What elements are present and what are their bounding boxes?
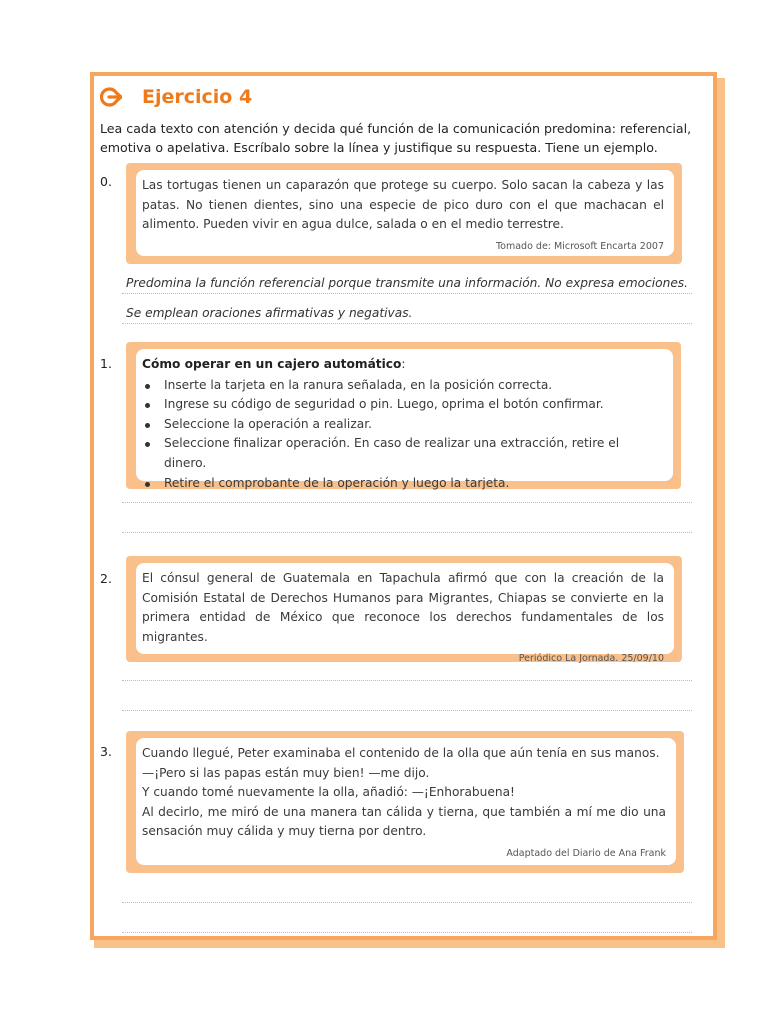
bullet-list-1 — [142, 376, 663, 494]
arrow-circle-icon — [100, 86, 122, 108]
source-2: Periódico La Jornada. 25/09/10 — [518, 653, 664, 665]
writing-line-3-2 — [122, 932, 692, 933]
writing-line-0-1 — [122, 293, 692, 294]
list-item: Seleccione la operación a realizar. — [142, 415, 663, 435]
heading-1-text: Cómo operar en un cajero automático — [142, 357, 402, 371]
text-3-line: Cuando llegué, Peter examinaba el contenido de la olla que aún tenía en sus manos. — [142, 746, 660, 760]
source-3: Adaptado del Diario de Ana Frank — [506, 847, 666, 859]
frame-shadow-right — [717, 78, 725, 948]
text-box-3 — [126, 731, 684, 873]
page-title: Ejercicio 4 — [142, 86, 253, 108]
heading-1-suffix: : — [401, 357, 406, 371]
list-item: Seleccione finalizar operación. En caso de realizar una extracción, retire el dinero. — [142, 434, 663, 473]
text-3-line: —¡Pero si las papas están muy bien! —me dijo. — [142, 765, 430, 780]
source-0: Tomado de: Microsoft Encarta 2007 — [495, 240, 664, 252]
text-box-3-content — [136, 738, 676, 865]
item-number-2: 2. — [100, 571, 112, 586]
text-2: El cónsul general de Guatemala en Tapachula afirmó que con la creación de la Comisión Estatal de Derechos Humanos para Migrantes, Chiapas se convierte en la primera entidad de México que reconoce los derechos fundamentales de los migrantes. — [142, 571, 664, 644]
text-box-0 — [126, 163, 682, 264]
writing-line-3-1 — [122, 902, 692, 903]
item-number-3: 3. — [100, 744, 112, 759]
text-3-line: Al decirlo, me miró de una manera tan cálida y tierna, que también a mí me dio una sensación muy cálida y muy tierna por dentro. — [142, 804, 666, 839]
item-number-0: 0. — [100, 174, 112, 189]
answer-line-0-2: Se emplean oraciones afirmativas y negativas. — [126, 306, 413, 320]
item-number-1: 1. — [100, 356, 112, 371]
writing-line-2-1 — [122, 680, 692, 681]
text-box-0-content — [136, 170, 674, 256]
writing-line-1-2 — [122, 532, 692, 533]
title-row — [100, 84, 252, 110]
text-box-1 — [126, 342, 681, 489]
frame-shadow-bottom — [94, 940, 717, 948]
list-item: Inserte la tarjeta en la ranura señalada, en la posición correcta. — [142, 376, 663, 396]
text-box-2 — [126, 556, 682, 665]
writing-line-2-2 — [122, 710, 692, 711]
answer-line-0-1: Predomina la función referencial porque transmite una información. No expresa emociones. — [126, 276, 689, 290]
text-0: Las tortugas tienen un caparazón que protege su cuerpo. Solo sacan la cabeza y las patas. No tienen dientes, sino una especie de pico duro con el que machacan el alimento. Pueden vivir en agua dulce, salada o en el medio terrestre. — [142, 178, 664, 232]
writing-line-1-1 — [122, 502, 692, 503]
text-box-2-content — [136, 563, 674, 665]
heading-1 — [142, 355, 663, 375]
text-3-line: Y cuando tomé nuevamente la olla, añadió: —¡Enhorabuena! — [142, 785, 515, 800]
list-item: Retire el comprobante de la operación y luego la tarjeta. — [142, 474, 663, 494]
list-item: Ingrese su código de seguridad o pin. Luego, oprima el botón confirmar. — [142, 395, 663, 415]
instructions: Lea cada texto con atención y decida qué función de la comunicación predomina: referencial, emotiva o apelativa. Escríbalo sobre la línea y justifique su respuesta. Tiene un ejemplo. — [100, 121, 692, 155]
writing-line-0-2 — [122, 323, 692, 324]
text-box-1-content — [136, 349, 673, 490]
